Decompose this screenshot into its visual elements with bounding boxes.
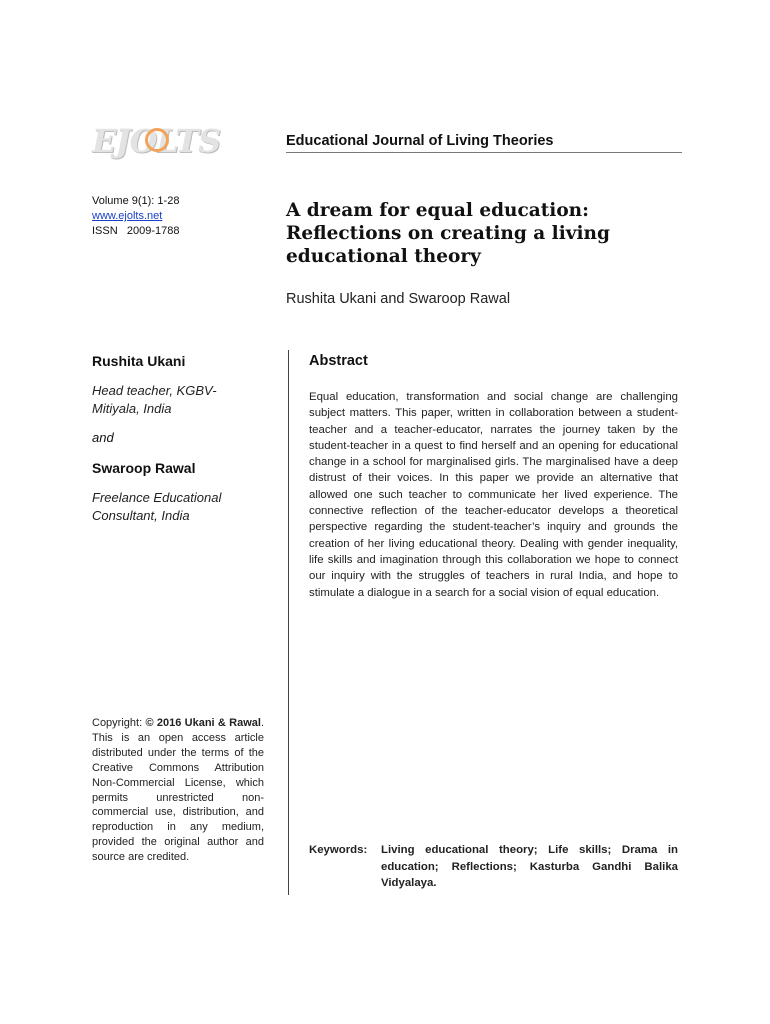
journal-title: Educational Journal of Living Theories <box>286 133 554 149</box>
abstract-body: Equal education, transformation and social change are challenging subject matters. This paper, written in collaboration between a student-teacher and a teacher-educator, narrates the journey taken by the student-teacher in a quest to find herself and an opening for educational change in a school for marginalised girls. The marginalised have a deep distrust of their voices. In this paper we provide an alternative that allowed one such teacher to communicate her lived experience. The connective reflection of the teacher-educator develops a theoretical perspective regarding the student-teacher’s inquiry and grounds the creation of her living educational theory. Dealing with gender inequality, life skills and imagination through this collaboration we hope to connect our inquiry with the struggles of teachers in rural India, and hope to stimulate a dialogue in a search for a social vision of equal education. <box>309 391 678 599</box>
author-affiliation: Head teacher, KGBV-Mitiyala, India <box>92 383 217 416</box>
copyright-text: This is an open access article distributed under the terms of the Creative Commons Attribution Non-Commercial License, which permits unrestricted non-commercial use, distribution, and reproduction in any medium, provided the original author and source are credited. <box>92 731 264 864</box>
paper-title: A dream for equal education: Reflections on creating a living educational theory <box>286 200 610 267</box>
logo-text: EJOLTS <box>92 122 221 160</box>
and-connector: and <box>92 430 114 445</box>
copyright-period: . <box>260 717 264 729</box>
column-divider <box>288 350 289 895</box>
publication-meta <box>92 194 179 239</box>
abstract-heading: Abstract <box>309 353 368 369</box>
issn-info: ISSN 2009-1788 <box>92 225 180 237</box>
author-name: Rushita Ukani <box>92 353 186 369</box>
logo-ring-icon <box>145 128 169 152</box>
copyright-notice <box>92 716 264 865</box>
keywords-text: Living educational theory; Life skills; Drama in education; Reflections; Kasturba Gandhi Balika Vidyalaya. <box>381 844 678 889</box>
author-name: Swaroop Rawal <box>92 460 196 476</box>
copyright-label: Copyright: <box>92 717 143 729</box>
header-divider <box>286 152 682 153</box>
paper-authors: Rushita Ukani and Swaroop Rawal <box>286 291 511 307</box>
volume-info: Volume 9(1): 1-28 <box>92 195 180 207</box>
keywords-label: Keywords: <box>309 844 368 856</box>
journal-logo <box>92 122 221 162</box>
keywords-block <box>309 842 678 892</box>
journal-url-link[interactable]: www.ejolts.net <box>92 210 163 222</box>
copyright-holder: © 2016 Ukani & Rawal <box>145 717 261 729</box>
author-affiliation: Freelance Educational Consultant, India <box>92 490 222 523</box>
